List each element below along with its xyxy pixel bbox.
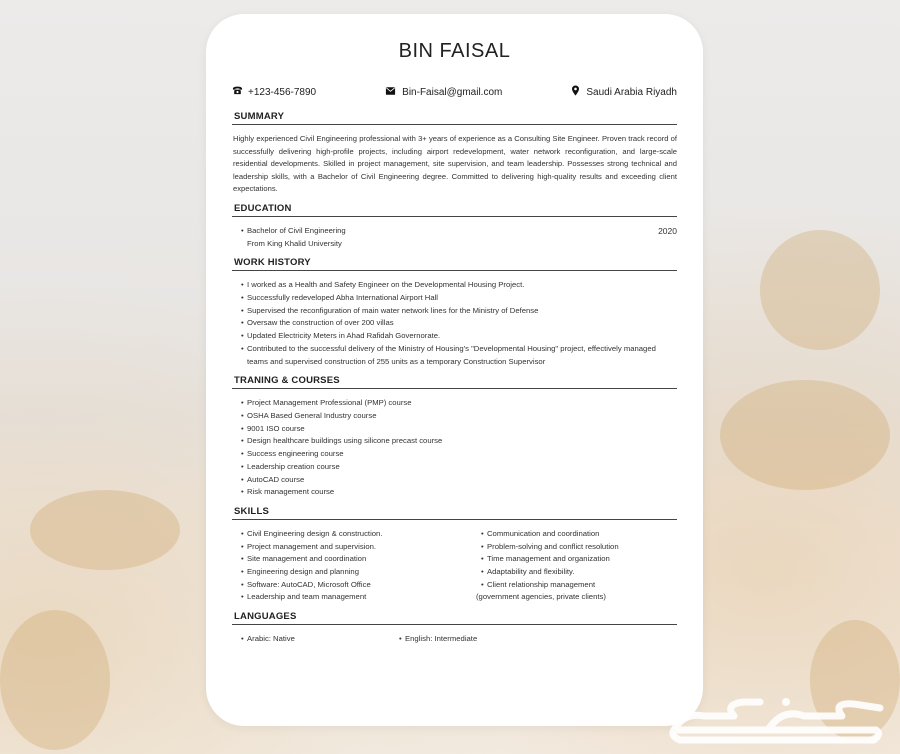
skills-left-column [232, 528, 476, 604]
list-item: • Risk management course [232, 486, 677, 499]
list-item: • Civil Engineering design & construction. [232, 528, 476, 541]
map-pin-icon [570, 85, 581, 99]
floral-blur [0, 610, 110, 750]
training-section [232, 375, 677, 499]
list-item: • Oversaw the construction of over 200 villas [232, 317, 677, 330]
list-item: • Design healthcare buildings using silicone precast course [232, 435, 677, 448]
list-item: • Supervised the reconfiguration of main water network lines for the Ministry of Defense [232, 305, 677, 318]
section-title: SUMMARY [232, 111, 677, 125]
graduation-year: 2020 [658, 225, 677, 236]
education-section [232, 203, 677, 250]
list-item: • Success engineering course [232, 448, 677, 461]
floral-blur [720, 380, 890, 490]
section-title: TRANING & COURSES [232, 375, 677, 389]
list-item: • Project management and supervision. [232, 541, 476, 554]
list-item: • Arabic: Native [232, 633, 390, 646]
envelope-icon [384, 86, 397, 99]
list-item: • Project Management Professional (PMP) course [232, 397, 677, 410]
list-item: • Contributed to the successful delivery of the Ministry of Housing's "Developmental Housing" project, effectively managed teams and supervised construction of 255 units as a temporary Construction Supervisor [232, 343, 677, 368]
phone-icon [232, 85, 243, 99]
work-history-section [232, 257, 677, 368]
list-item: • Leadership creation course [232, 461, 677, 474]
list-item: • Client relationship management [476, 579, 677, 592]
list-item: • I worked as a Health and Safety Engineer on the Developmental Housing Project. [232, 279, 677, 292]
section-title: LANGUAGES [232, 611, 677, 625]
list-item: • Engineering design and planning [232, 566, 476, 579]
list-item: • Updated Electricity Meters in Ahad Rafidah Governorate. [232, 330, 677, 343]
summary-section [232, 111, 677, 196]
list-item: • 9001 ISO course [232, 423, 677, 436]
summary-text: Highly experienced Civil Engineering professional with 3+ years of experience as a Consulting Site Engineer. Proven track record of successfully delivering high-profile projects, including airport redevelopment, water network reconfiguration, and large-scale residential developments. Skilled in project management, site supervision, and team leadership. Possesses strong technical and leadership skills, with a Bachelor of Civil Engineering degree. Committed to delivering high-quality results and exceeding client expectations. [233, 134, 677, 194]
languages-section [232, 611, 677, 646]
skills-section [232, 506, 677, 604]
list-item: • Successfully redeveloped Abha International Airport Hall [232, 292, 677, 305]
school-name: From King Khalid University [247, 238, 342, 248]
resume-card [206, 14, 703, 726]
list-item: • Site management and coordination [232, 553, 476, 566]
contact-location [570, 85, 677, 99]
email-address: Bin-Faisal@gmail.com [402, 86, 503, 98]
phone-number: +123-456-7890 [248, 86, 317, 98]
section-title: SKILLS [232, 506, 677, 520]
list-item: • Software: AutoCAD, Microsoft Office [232, 579, 476, 592]
list-item: • Leadership and team management [232, 591, 476, 604]
contact-row [232, 85, 677, 99]
floral-blur [760, 230, 880, 350]
list-item: • Adaptability and flexibility. [476, 566, 677, 579]
list-item: • AutoCAD course [232, 474, 677, 487]
skills-note: (government agencies, private clients) [476, 592, 606, 602]
list-item: • Problem-solving and conflict resolution [476, 541, 677, 554]
education-item [232, 225, 677, 238]
floral-blur [30, 490, 180, 570]
list-item: • English: Intermediate [390, 633, 477, 646]
list-item: • Time management and organization [476, 553, 677, 566]
section-title: EDUCATION [232, 203, 677, 217]
degree-name: • Bachelor of Civil Engineering [247, 225, 346, 235]
section-title: WORK HISTORY [232, 257, 677, 271]
contact-phone [232, 85, 316, 99]
candidate-name: BIN FAISAL [398, 40, 511, 62]
skills-right-column [476, 528, 677, 604]
contact-email [384, 86, 502, 99]
haraj-watermark-logo [664, 694, 890, 746]
list-item: • OSHA Based General Industry course [232, 410, 677, 423]
location-text: Saudi Arabia Riyadh [586, 86, 677, 98]
list-item: • Communication and coordination [476, 528, 677, 541]
